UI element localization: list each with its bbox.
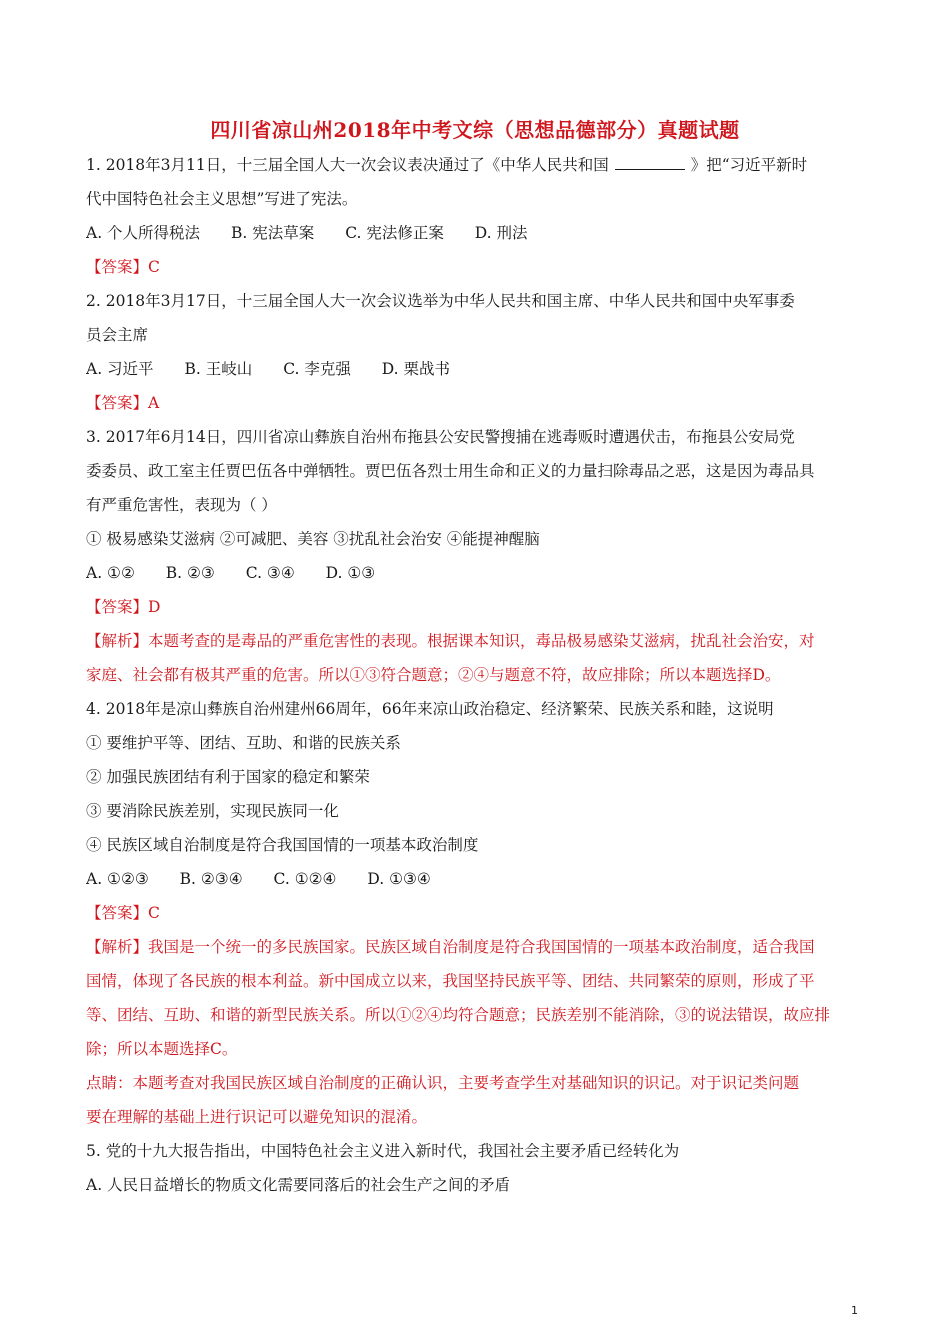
- document-body: [86, 148, 866, 1202]
- question-1-text-part-1: 1. 2018年3月11日，十三届全国人大一次会议表决通过了《中华人民共和国: [86, 156, 609, 174]
- page-number: 1: [851, 1304, 858, 1317]
- question-3-statements: ① 极易感染艾滋病 ②可减肥、美容 ③扰乱社会治安 ④能提神醒脑: [86, 530, 540, 548]
- question-3-analysis-line-2: 家庭、社会都有极其严重的危害。所以①③符合题意；②④与题意不符，故应排除；所以本题选择D。: [86, 666, 781, 684]
- question-4-line-1: 4. 2018年是凉山彝族自治州建州66周年，66年来凉山政治稳定、经济繁荣、民族关系和睦，这说明: [86, 700, 774, 718]
- question-2-option-a: A. 习近平: [86, 360, 154, 378]
- answer-label: 【答案】: [86, 394, 149, 412]
- question-2-option-b: B. 王岐山: [184, 360, 253, 378]
- question-4-tip-line-1: 点睛：本题考查对我国民族区域自治制度的正确认识，主要考查学生对基础知识的识记。对于识记类问题: [86, 1074, 800, 1092]
- question-1-text-part-2: 》把“习近平新时: [690, 156, 808, 174]
- question-4-analysis-line-1: 【解析】我国是一个统一的多民族国家。民族区域自治制度是符合我国国情的一项基本政治制度，适合我国: [86, 938, 815, 956]
- question-1-option-a: A. 个人所得税法: [86, 224, 201, 242]
- question-4-analysis-line-2: 国情，体现了各民族的根本利益。新中国成立以来，我国坚持民族平等、团结、共同繁荣的原则，形成了平: [86, 972, 815, 990]
- question-1-line-2: 代中国特色社会主义思想”写进了宪法。: [86, 190, 358, 208]
- answer-value: D: [148, 598, 161, 616]
- question-4-statement-1: ① 要维护平等、团结、互助、和谐的民族关系: [86, 734, 401, 752]
- question-2-options: [86, 352, 866, 386]
- question-4-statement-3: ③ 要消除民族差别，实现民族同一化: [86, 802, 339, 820]
- question-3-line-3: 有严重危害性，表现为（ ）: [86, 496, 277, 514]
- question-4-options: [86, 862, 866, 896]
- page-title: 四川省凉山州2018年中考文综（思想品德部分）真题试题: [210, 118, 740, 142]
- question-2-option-c: C. 李克强: [283, 360, 351, 378]
- question-2-line-2: 员会主席: [86, 326, 149, 344]
- question-1-option-d: D. 刑法: [474, 224, 528, 242]
- question-3-answer: [86, 590, 866, 624]
- answer-value: C: [148, 258, 160, 276]
- answer-label: 【答案】: [86, 598, 149, 616]
- answer-label: 【答案】: [86, 904, 149, 922]
- fill-in-blank: [615, 155, 685, 170]
- question-1-options: [86, 216, 866, 250]
- question-3-line-2: 委委员、政工室主任贾巴伍各中弹牺牲。贾巴伍各烈士用生命和正义的力量扫除毒品之恶，这是因为毒品具: [86, 462, 815, 480]
- question-3-options: [86, 556, 866, 590]
- answer-value: A: [148, 394, 160, 412]
- question-4-analysis-line-3: 等、团结、互助、和谐的新型民族关系。所以①②④均符合题意；民族差别不能消除，③的说法错误，故应排: [86, 1006, 831, 1024]
- question-1-option-b: B. 宪法草案: [231, 224, 315, 242]
- question-1-answer: [86, 250, 866, 284]
- question-4-analysis-line-4: 除；所以本题选择C。: [86, 1040, 238, 1058]
- question-4-option-c: C. ①②④: [273, 870, 337, 888]
- question-1-option-c: C. 宪法修正案: [345, 224, 444, 242]
- question-3-option-c: C. ③④: [245, 564, 295, 582]
- question-5-line-1: 5. 党的十九大报告指出，中国特色社会主义进入新时代，我国社会主要矛盾已经转化为: [86, 1142, 680, 1160]
- question-4-answer: [86, 896, 866, 930]
- question-4-statement-4: ④ 民族区域自治制度是符合我国国情的一项基本政治制度: [86, 836, 479, 854]
- question-3-analysis-line-1: 【解析】本题考查的是毒品的严重危害性的表现。根据课本知识，毒品极易感染艾滋病，扰乱社会治安，对: [86, 632, 815, 650]
- question-2-answer: [86, 386, 866, 420]
- question-1-line-1: [86, 148, 866, 182]
- question-4-statement-2: ② 加强民族团结有利于国家的稳定和繁荣: [86, 768, 370, 786]
- question-3-line-1: 3. 2017年6月14日，四川省凉山彝族自治州布拖县公安民警搜捕在逃毒贩时遭遇伏击，布拖县公安局党: [86, 428, 795, 446]
- answer-label: 【答案】: [86, 258, 149, 276]
- question-4-tip-line-2: 要在理解的基础上进行识记可以避免知识的混淆。: [86, 1108, 428, 1126]
- question-4-option-a: A. ①②③: [86, 870, 149, 888]
- question-3-option-b: B. ②③: [165, 564, 215, 582]
- question-5-option-a: A. 人民日益增长的物质文化需要同落后的社会生产之间的矛盾: [86, 1176, 511, 1194]
- answer-value: C: [148, 904, 160, 922]
- question-3-option-a: A. ①②: [86, 564, 135, 582]
- question-2-line-1: 2. 2018年3月17日，十三届全国人大一次会议选举为中华人民共和国主席、中华人民共和国中央军事委: [86, 292, 795, 310]
- question-4-option-d: D. ①③④: [367, 870, 431, 888]
- question-4-option-b: B. ②③④: [179, 870, 243, 888]
- question-2-option-d: D. 栗战书: [381, 360, 451, 378]
- question-3-option-d: D. ①③: [325, 564, 376, 582]
